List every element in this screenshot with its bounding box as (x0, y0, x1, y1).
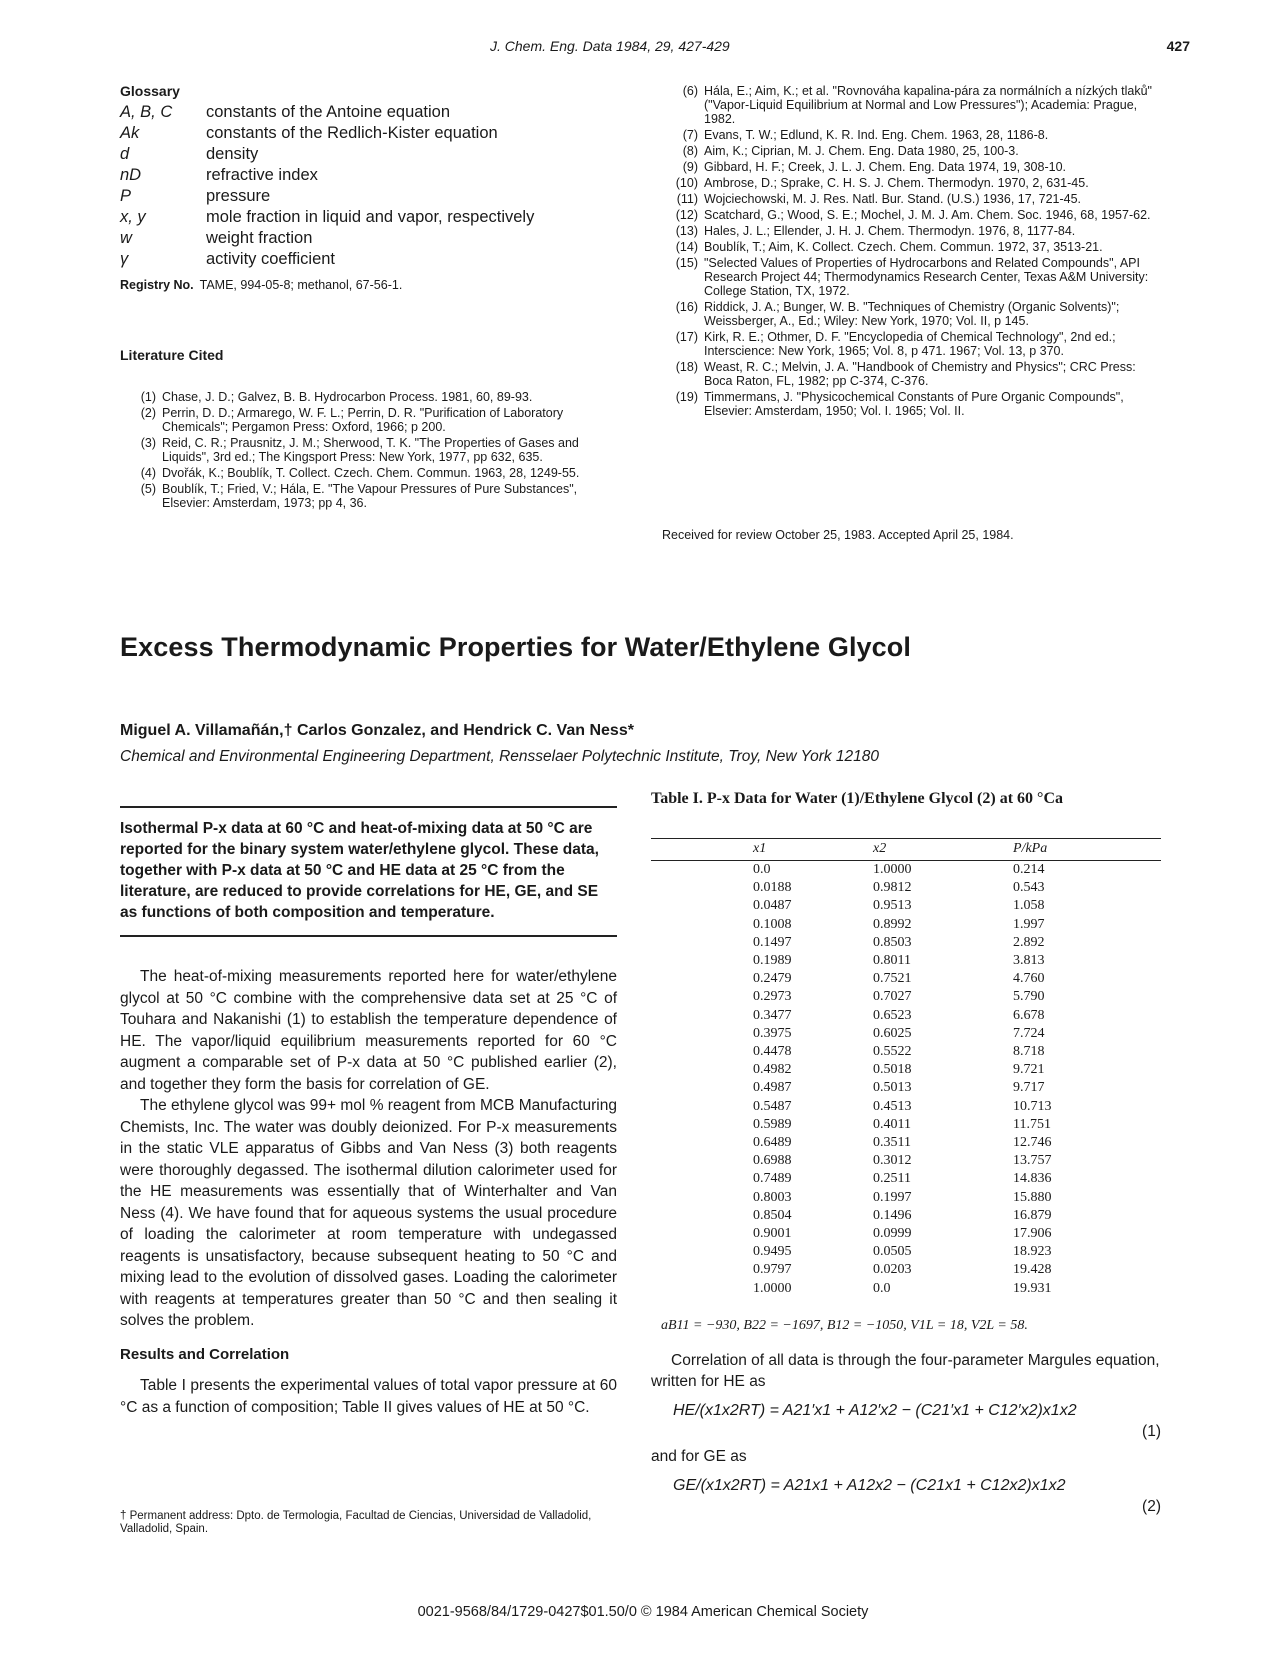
cell-x1: 0.1008 (753, 916, 792, 932)
cell-x2: 0.5018 (873, 1062, 912, 1078)
cell-pressure: 5.790 (1013, 989, 1045, 1005)
article-title: Excess Thermodynamic Properties for Water/Ethylene Glycol (120, 632, 911, 662)
literature-cited (120, 348, 617, 512)
cell-x2: 0.4513 (873, 1098, 912, 1114)
cell-x1: 0.4987 (753, 1080, 792, 1096)
cell-pressure: 19.428 (1013, 1262, 1052, 1278)
cell-x1: 0.7489 (753, 1171, 792, 1187)
glossary-symbol: A, B, C (120, 103, 173, 121)
cell-x2: 0.0 (873, 1280, 891, 1296)
glossary-definition: weight fraction (206, 229, 313, 247)
table-row (651, 1116, 1161, 1134)
equation-2: GE/(x1x2RT) = A21x1 + A12x2 − (C21x1 + C12x2)x1x2 (673, 1477, 1066, 1494)
cell-x1: 0.9797 (753, 1262, 792, 1278)
glossary-definition: refractive index (206, 166, 318, 184)
cell-x2: 0.9513 (873, 898, 912, 914)
glossary-definition: constants of the Antoine equation (206, 103, 451, 121)
cell-x2: 0.9812 (873, 880, 912, 896)
glossary-entry (120, 209, 534, 230)
cell-x1: 0.8003 (753, 1189, 792, 1205)
cell-pressure: 4.760 (1013, 971, 1045, 987)
table-row (651, 1280, 1161, 1298)
reference-text: Boublík, T.; Fried, V.; Hála, E. "The Vapour Pressures of Pure Substances", Elsevier: Amsterdam, 1973; pp 4, 36. (162, 482, 578, 510)
reference-text: Evans, T. W.; Edlund, K. R. Ind. Eng. Chem. 1963, 28, 1186-8. (704, 128, 1049, 142)
glossary-table (120, 104, 534, 272)
cell-x2: 0.5013 (873, 1080, 912, 1096)
journal-citation: J. Chem. Eng. Data 1984, 29, 427-429 (490, 38, 730, 54)
glossary-entry (120, 230, 534, 251)
glossary-symbol: Ak (120, 124, 140, 142)
table-row (651, 988, 1161, 1006)
correlation-text: Correlation of all data is through the four-parameter Margules equation, written for HE as (651, 1352, 1160, 1390)
reference-item (662, 208, 1162, 222)
reference-text: Perrin, D. D.; Armarego, W. F. L.; Perrin, D. R. "Purification of Laboratory Chemicals"; Pergamon Press: Oxford, 1966; p 200. (162, 406, 564, 434)
cell-x2: 0.3511 (873, 1135, 911, 1151)
cell-pressure: 12.746 (1013, 1135, 1052, 1151)
cell-x2: 0.6025 (873, 1025, 912, 1041)
reference-number: (7) (682, 128, 698, 142)
table-row (651, 1007, 1161, 1025)
abstract: Isothermal P-x data at 60 °C and heat-of-mixing data at 50 °C are reported for the binary system water/ethylene glycol. These data, together with P-x data at 50 °C and HE data at 25 °C from the literature, are reduced to provide correlations for HE, GE, and SE as functions of both composition and temperature. (120, 806, 617, 937)
reference-number: (16) (675, 300, 698, 314)
table-row (651, 1225, 1161, 1243)
cell-pressure: 10.713 (1013, 1098, 1052, 1114)
reference-list-right (662, 84, 1162, 418)
table-row (651, 916, 1161, 934)
reference-text: Reid, C. R.; Prausnitz, J. M.; Sherwood, T. K. "The Properties of Gases and Liquids", 3rd ed.; The Kingsport Press: New York, 1977, pp 632, 635. (162, 436, 579, 464)
table-row (651, 1170, 1161, 1188)
cell-x2: 0.5522 (873, 1044, 912, 1060)
cell-pressure: 0.214 (1013, 862, 1045, 877)
cell-x2: 0.1997 (873, 1189, 912, 1205)
table-row (651, 1061, 1161, 1079)
cell-x1: 0.8504 (753, 1207, 792, 1223)
reference-item (662, 240, 1162, 254)
reference-item (662, 256, 1162, 298)
reference-text: Scatchard, G.; Wood, S. E.; Mochel, J. M. J. Am. Chem. Soc. 1946, 68, 1957-62. (704, 208, 1151, 222)
table-row (651, 1243, 1161, 1261)
reference-number: (6) (682, 84, 698, 98)
reference-number: (17) (675, 330, 698, 344)
reference-item (662, 224, 1162, 238)
table-row (651, 970, 1161, 988)
glossary-entry (120, 251, 534, 272)
table-row (651, 897, 1161, 915)
cell-pressure: 9.717 (1013, 1080, 1045, 1096)
glossary-symbol: nD (120, 166, 142, 184)
article-affiliation: Chemical and Environmental Engineering Department, Rensselaer Polytechnic Institute, Troy, New York 12180 (120, 748, 880, 765)
reference-number: (10) (675, 176, 698, 190)
table-row (651, 1134, 1161, 1152)
reference-number: (1) (140, 390, 156, 404)
glossary-entry (120, 146, 534, 167)
table-caption: Table I. P-x Data for Water (1)/Ethylene Glycol (2) at 60 °Ca (651, 790, 1063, 807)
cell-pressure: 0.543 (1013, 880, 1045, 896)
results-heading: Results and Correlation (120, 1345, 290, 1363)
cell-x1: 0.1989 (753, 953, 792, 969)
reference-number: (11) (676, 192, 698, 206)
reference-number: (9) (682, 160, 698, 174)
reference-text: Aim, K.; Ciprian, M. J. Chem. Eng. Data 1980, 25, 100-3. (704, 144, 1019, 158)
cell-pressure: 18.923 (1013, 1244, 1052, 1260)
table-row (651, 934, 1161, 952)
table-row (651, 952, 1161, 970)
cell-pressure: 9.721 (1013, 1062, 1045, 1078)
cell-x1: 0.2479 (753, 971, 792, 987)
glossary-entry (120, 188, 534, 209)
reference-number: (5) (140, 482, 156, 496)
reference-item (662, 390, 1162, 418)
cell-x1: 0.5989 (753, 1116, 792, 1132)
reference-text: Boublík, T.; Aim, K. Collect. Czech. Chem. Commun. 1972, 37, 3513-21. (704, 240, 1103, 254)
glossary-symbol: w (120, 229, 132, 247)
cell-pressure: 19.931 (1013, 1280, 1052, 1296)
paragraph-2: The ethylene glycol was 99+ mol % reagent from MCB Manufacturing Chemists, Inc. The water was doubly deionized. For P-x measurements in the static VLE apparatus of Gibbs and Van Ness (3) both reagents were thoroughly degassed. The isothermal dilution calorimeter used for the HE measurements was essentially that of Winterhalter and Van Ness (4). We have found that for aqueous systems the usual procedure of loading the calorimeter at room temperature with undegassed reagents is unsatisfactory, because subsequent heating to 50 °C and mixing lead to the evolution of dissolved gases. Loading the calorimeter with reagents at temperatures greater than 50 °C and then sealing it solves the problem. (120, 1097, 617, 1329)
reference-text: Timmermans, J. "Physicochemical Constants of Pure Organic Compounds", Elsevier: Amsterdam, 1950; Vol. I. 1965; Vol. II. (704, 390, 1124, 418)
cell-pressure: 1.058 (1013, 898, 1045, 914)
cell-x2: 0.7027 (873, 989, 912, 1005)
table-row (651, 1189, 1161, 1207)
cell-x2: 0.0203 (873, 1262, 912, 1278)
reference-text: Chase, J. D.; Galvez, B. B. Hydrocarbon Process. 1981, 60, 89-93. (162, 390, 533, 404)
cell-x1: 0.4982 (753, 1062, 792, 1078)
body-text (120, 966, 617, 1418)
cell-x1: 0.4478 (753, 1044, 792, 1060)
page-number: 427 (1166, 38, 1190, 54)
glossary-definition: constants of the Redlich-Kister equation (206, 124, 498, 142)
reference-item (662, 160, 1162, 174)
reference-number: (4) (140, 466, 156, 480)
cell-x1: 0.3975 (753, 1025, 792, 1041)
and-for-text: and for GE as (651, 1448, 747, 1465)
reference-number: (12) (675, 208, 698, 222)
cell-x1: 0.0487 (753, 898, 792, 914)
cell-x1: 0.6489 (753, 1135, 792, 1151)
reference-number: (2) (140, 406, 156, 420)
table-row (651, 1152, 1161, 1170)
reference-item (120, 406, 617, 434)
reference-item (662, 84, 1162, 126)
glossary-entry (120, 167, 534, 188)
table-row (651, 1261, 1161, 1279)
cell-x1: 0.1497 (753, 934, 792, 950)
table-row (651, 1043, 1161, 1061)
cell-x1: 0.2973 (753, 989, 792, 1005)
reference-item (662, 128, 1162, 142)
reference-text: Dvořák, K.; Boublík, T. Collect. Czech. Chem. Commun. 1963, 28, 1249-55. (162, 466, 580, 480)
table-row (651, 861, 1161, 880)
cell-x1: 0.3477 (753, 1007, 792, 1023)
registry-numbers (120, 278, 617, 292)
table-note: aB11 = −930, B22 = −1697, B12 = −1050, V1L = 18, V2L = 58. (661, 1318, 1028, 1333)
px-data-table (651, 838, 1161, 1298)
reference-text: Weast, R. C.; Melvin, J. A. "Handbook of Chemistry and Physics"; CRC Press: Boca Raton, FL, 1982; pp C-374, C-376. (704, 360, 1136, 388)
paragraph-1: The heat-of-mixing measurements reported here for water/ethylene glycol at 50 °C combine with the comprehensive data set at 25 °C of Touhara and Nakanishi (1) to establish the temperature dependence of HE. The vapor/liquid equilibrium measurements reported for 60 °C augment a comparable set of P-x data at 50 °C published earlier (2), and together they form the basis for correlation of GE. (120, 968, 617, 1093)
glossary-symbol: P (120, 187, 132, 205)
footnote: † Permanent address: Dpto. de Termologia, Facultad de Ciencias, Universidad de Valladolid, Valladolid, Spain. (120, 1510, 592, 1535)
cell-x1: 1.0000 (753, 1280, 792, 1296)
reference-number: (3) (140, 436, 156, 450)
cell-x1: 0.9001 (753, 1226, 792, 1242)
glossary-definition: density (206, 145, 259, 163)
cell-x1: 0.9495 (753, 1244, 792, 1260)
reference-item (662, 360, 1162, 388)
cell-pressure: 14.836 (1013, 1171, 1052, 1187)
reference-text: Wojciechowski, M. J. Res. Natl. Bur. Stand. (U.S.) 1936, 17, 721-45. (704, 192, 1082, 206)
cell-x1: 0.6988 (753, 1153, 792, 1169)
reference-item (120, 482, 617, 510)
cell-x2: 0.6523 (873, 1007, 912, 1023)
cell-x2: 0.4011 (873, 1116, 911, 1132)
table-row (651, 1079, 1161, 1097)
col-header-x1: x1 (651, 839, 873, 861)
reference-item (120, 436, 617, 464)
reference-item (662, 300, 1162, 328)
glossary-definition: activity coefficient (206, 250, 336, 268)
reference-number: (18) (675, 360, 698, 374)
cell-x2: 0.1496 (873, 1207, 912, 1223)
cell-pressure: 15.880 (1013, 1189, 1052, 1205)
cell-x2: 0.0999 (873, 1226, 912, 1242)
reference-number: (13) (675, 224, 698, 238)
reference-text: Hála, E.; Aim, K.; et al. "Rovnováha kapalina-pára za normálních a nízkých tlaků" ("Vapor-Liquid Equilibrium at Normal and Low Pressures"); Academia: Prague, 1982. (704, 84, 1152, 126)
reference-number: (19) (675, 390, 698, 404)
reference-text: Ambrose, D.; Sprake, C. H. S. J. Chem. Thermodyn. 1970, 2, 631-45. (704, 176, 1089, 190)
glossary-symbol: γ (120, 250, 129, 268)
cell-x2: 0.8011 (873, 953, 911, 969)
literature-heading: Literature Cited (120, 347, 224, 363)
glossary-entry (120, 104, 534, 125)
registry-text: TAME, 994-05-8; methanol, 67-56-1. (199, 278, 403, 292)
cell-pressure: 3.813 (1013, 953, 1045, 969)
reference-item (120, 466, 617, 480)
cell-pressure: 17.906 (1013, 1226, 1052, 1242)
reference-number: (8) (682, 144, 698, 158)
table-row (651, 1207, 1161, 1225)
table-row (651, 1025, 1161, 1043)
page-footer: 0021-9568/84/1729-0427$01.50/0 © 1984 American Chemical Society (417, 1604, 869, 1620)
glossary-heading: Glossary (120, 83, 180, 99)
table-row (651, 879, 1161, 897)
reference-number: (14) (675, 240, 698, 254)
article-authors: Miguel A. Villamañán,† Carlos Gonzalez, and Hendrick C. Van Ness* (120, 722, 634, 739)
col-header-pressure: P/kPa (1013, 839, 1161, 861)
cell-pressure: 16.879 (1013, 1207, 1052, 1223)
reference-item (662, 192, 1162, 206)
running-head (0, 38, 1286, 58)
glossary-definition: mole fraction in liquid and vapor, respectively (206, 208, 535, 226)
cell-x2: 0.3012 (873, 1153, 912, 1169)
cell-x2: 0.0505 (873, 1244, 912, 1260)
received-date: Received for review October 25, 1983. Accepted April 25, 1984. (662, 528, 1014, 542)
cell-x2: 1.0000 (873, 862, 912, 877)
reference-text: "Selected Values of Properties of Hydrocarbons and Related Compounds", API Research Project 44; Thermodynamics Research Center, Texas A&M University: College Station, TX, 1972. (704, 256, 1149, 298)
cell-x2: 0.8503 (873, 934, 912, 950)
equation-1: HE/(x1x2RT) = A21′x1 + A12′x2 − (C21′x1 + C12′x2)x1x2 (673, 1402, 1077, 1419)
glossary-symbol: d (120, 145, 130, 163)
reference-item (662, 330, 1162, 358)
cell-x1: 0.0188 (753, 880, 792, 896)
cell-pressure: 7.724 (1013, 1025, 1045, 1041)
equation-2-number: (2) (1142, 1498, 1161, 1515)
reference-text: Gibbard, H. F.; Creek, J. L. J. Chem. Eng. Data 1974, 19, 308-10. (704, 160, 1066, 174)
cell-x1: 0.0 (753, 862, 771, 877)
glossary (120, 84, 617, 292)
reference-list-left (120, 390, 617, 510)
literature-cited-continued (662, 84, 1162, 420)
reference-text: Hales, J. L.; Ellender, J. H. J. Chem. Thermodyn. 1976, 8, 1177-84. (704, 224, 1076, 238)
registry-label: Registry No. (120, 278, 194, 292)
reference-item (120, 390, 617, 404)
cell-pressure: 13.757 (1013, 1153, 1052, 1169)
table-row (651, 1098, 1161, 1116)
paragraph-3: Table I presents the experimental values of total vapor pressure at 60 °C as a function of composition; Table II gives values of HE at 50 °C. (120, 1377, 617, 1416)
reference-item (662, 176, 1162, 190)
reference-text: Riddick, J. A.; Bunger, W. B. "Techniques of Chemistry (Organic Solvents)"; Weissberger, A., Ed.; Wiley: New York, 1970; Vol. II, p 145. (704, 300, 1120, 328)
cell-x2: 0.7521 (873, 971, 912, 987)
glossary-definition: pressure (206, 187, 271, 205)
reference-number: (15) (675, 256, 698, 270)
cell-x2: 0.2511 (873, 1171, 911, 1187)
glossary-entry (120, 125, 534, 146)
reference-item (662, 144, 1162, 158)
col-header-x2: x2 (873, 839, 1013, 861)
cell-x2: 0.8992 (873, 916, 912, 932)
glossary-symbol: x, y (120, 208, 146, 226)
cell-pressure: 6.678 (1013, 1007, 1045, 1023)
cell-pressure: 11.751 (1013, 1116, 1051, 1132)
equation-1-number: (1) (1142, 1423, 1161, 1440)
correlation-section (651, 1350, 1161, 1517)
cell-pressure: 1.997 (1013, 916, 1045, 932)
reference-text: Kirk, R. E.; Othmer, D. F. "Encyclopedia of Chemical Technology", 2nd ed.; Interscience: New York, 1965; Vol. 8, p 471. 1967; Vol. 13, p 370. (704, 330, 1116, 358)
cell-pressure: 2.892 (1013, 934, 1045, 950)
cell-x1: 0.5487 (753, 1098, 792, 1114)
cell-pressure: 8.718 (1013, 1044, 1045, 1060)
